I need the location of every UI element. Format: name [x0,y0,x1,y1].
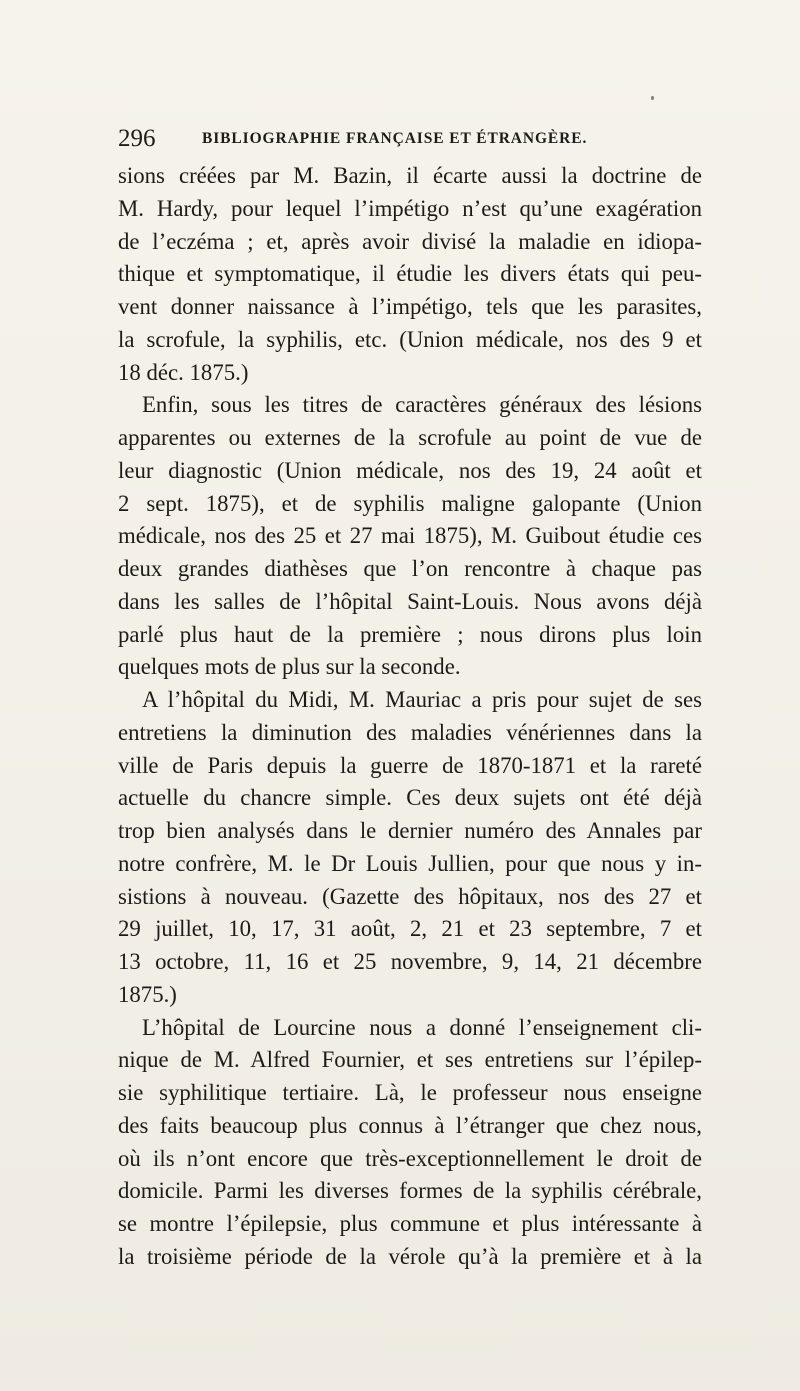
text-line: quelques mots de plus sur la seconde. [118,654,461,680]
page-number: 296 [118,125,156,152]
text-line: domicile. Parmi les diverses formes de la syphilis cérébrale, [118,1178,702,1204]
page-header [118,124,708,154]
text-line: M. Hardy, pour lequel l’impétigo n’est qu’une exagération [118,195,702,221]
text-line: sistions à nouveau. (Gazette des hôpitaux, nos des 27 et [118,883,702,909]
text-line: 13 octobre, 11, 16 et 25 novembre, 9, 14, 21 décembre [118,949,702,974]
paragraph-first-line: A l’hôpital du Midi, M. Mauriac a pris pour sujet de ses [142,687,702,712]
paragraph-first-line: L’hôpital de Lourcine nous a donné l’enseignement cli- [142,1014,702,1040]
text-line: dans les salles de l’hôpital Saint-Louis. Nous avons déjà [118,588,702,614]
text-line: 29 juillet, 10, 17, 31 août, 2, 21 et 23 septembre, 7 et [118,916,702,942]
text-line: des faits beaucoup plus connus à l’étranger que chez nous, [118,1112,702,1138]
text-line: notre confrère, M. le Dr Louis Jullien, pour que nous y in- [118,850,702,876]
text-line: où ils n’ont encore que très-exceptionnellement le droit de [118,1145,702,1171]
text-line: trop bien analysés dans le dernier numéro des Annales par [118,818,702,843]
text-line: la troisième période de la vérole qu’à la première et à la [118,1243,702,1269]
running-title: BIBLIOGRAPHIE FRANÇAISE ET ÉTRANGÈRE. [202,130,588,147]
text-line: se montre l’épilepsie, plus commune et plus intéressante à [118,1211,702,1236]
text-line: actuelle du chancre simple. Ces deux sujets ont été déjà [118,785,702,811]
text-line: entretiens la diminution des maladies vénériennes dans la [118,719,702,745]
scan-speck [651,96,654,100]
text-line: deux grandes diathèses que l’on rencontre à chaque pas [118,556,702,581]
text-line: thique et symptomatique, il étudie les divers états qui peu- [118,261,702,287]
text-line: nique de M. Alfred Fournier, et ses entretiens sur l’épilep- [118,1047,702,1073]
text-line: leur diagnostic (Union médicale, nos des 19, 24 août et [118,457,702,483]
text-line: vent donner naissance à l’impétigo, tels que les parasites, [118,294,702,319]
text-line: parlé plus haut de la première ; nous dirons plus loin [118,621,702,647]
text-line: ville de Paris depuis la guerre de 1870-1871 et la rareté [118,752,702,778]
text-line: apparentes ou externes de la scrofule au point de vue de [118,425,702,450]
text-line: 1875.) [118,981,177,1007]
body-text [118,160,702,1274]
text-line: la scrofule, la syphilis, etc. (Union médicale, nos des 9 et [118,326,702,352]
paragraph-first-line: Enfin, sous les titres de caractères généraux des lésions [142,392,702,418]
text-line: médicale, nos des 25 et 27 mai 1875), M. Guibout étudie ces [118,523,702,549]
text-line: 18 déc. 1875.) [118,359,249,385]
text-line: sions créées par M. Bazin, il écarte aussi la doctrine de [118,163,702,188]
text-line: 2 sept. 1875), et de syphilis maligne galopante (Union [118,490,702,516]
text-line: de l’eczéma ; et, après avoir divisé la maladie en idiopa- [118,228,702,254]
text-line: sie syphilitique tertiaire. Là, le professeur nous enseigne [118,1080,702,1105]
